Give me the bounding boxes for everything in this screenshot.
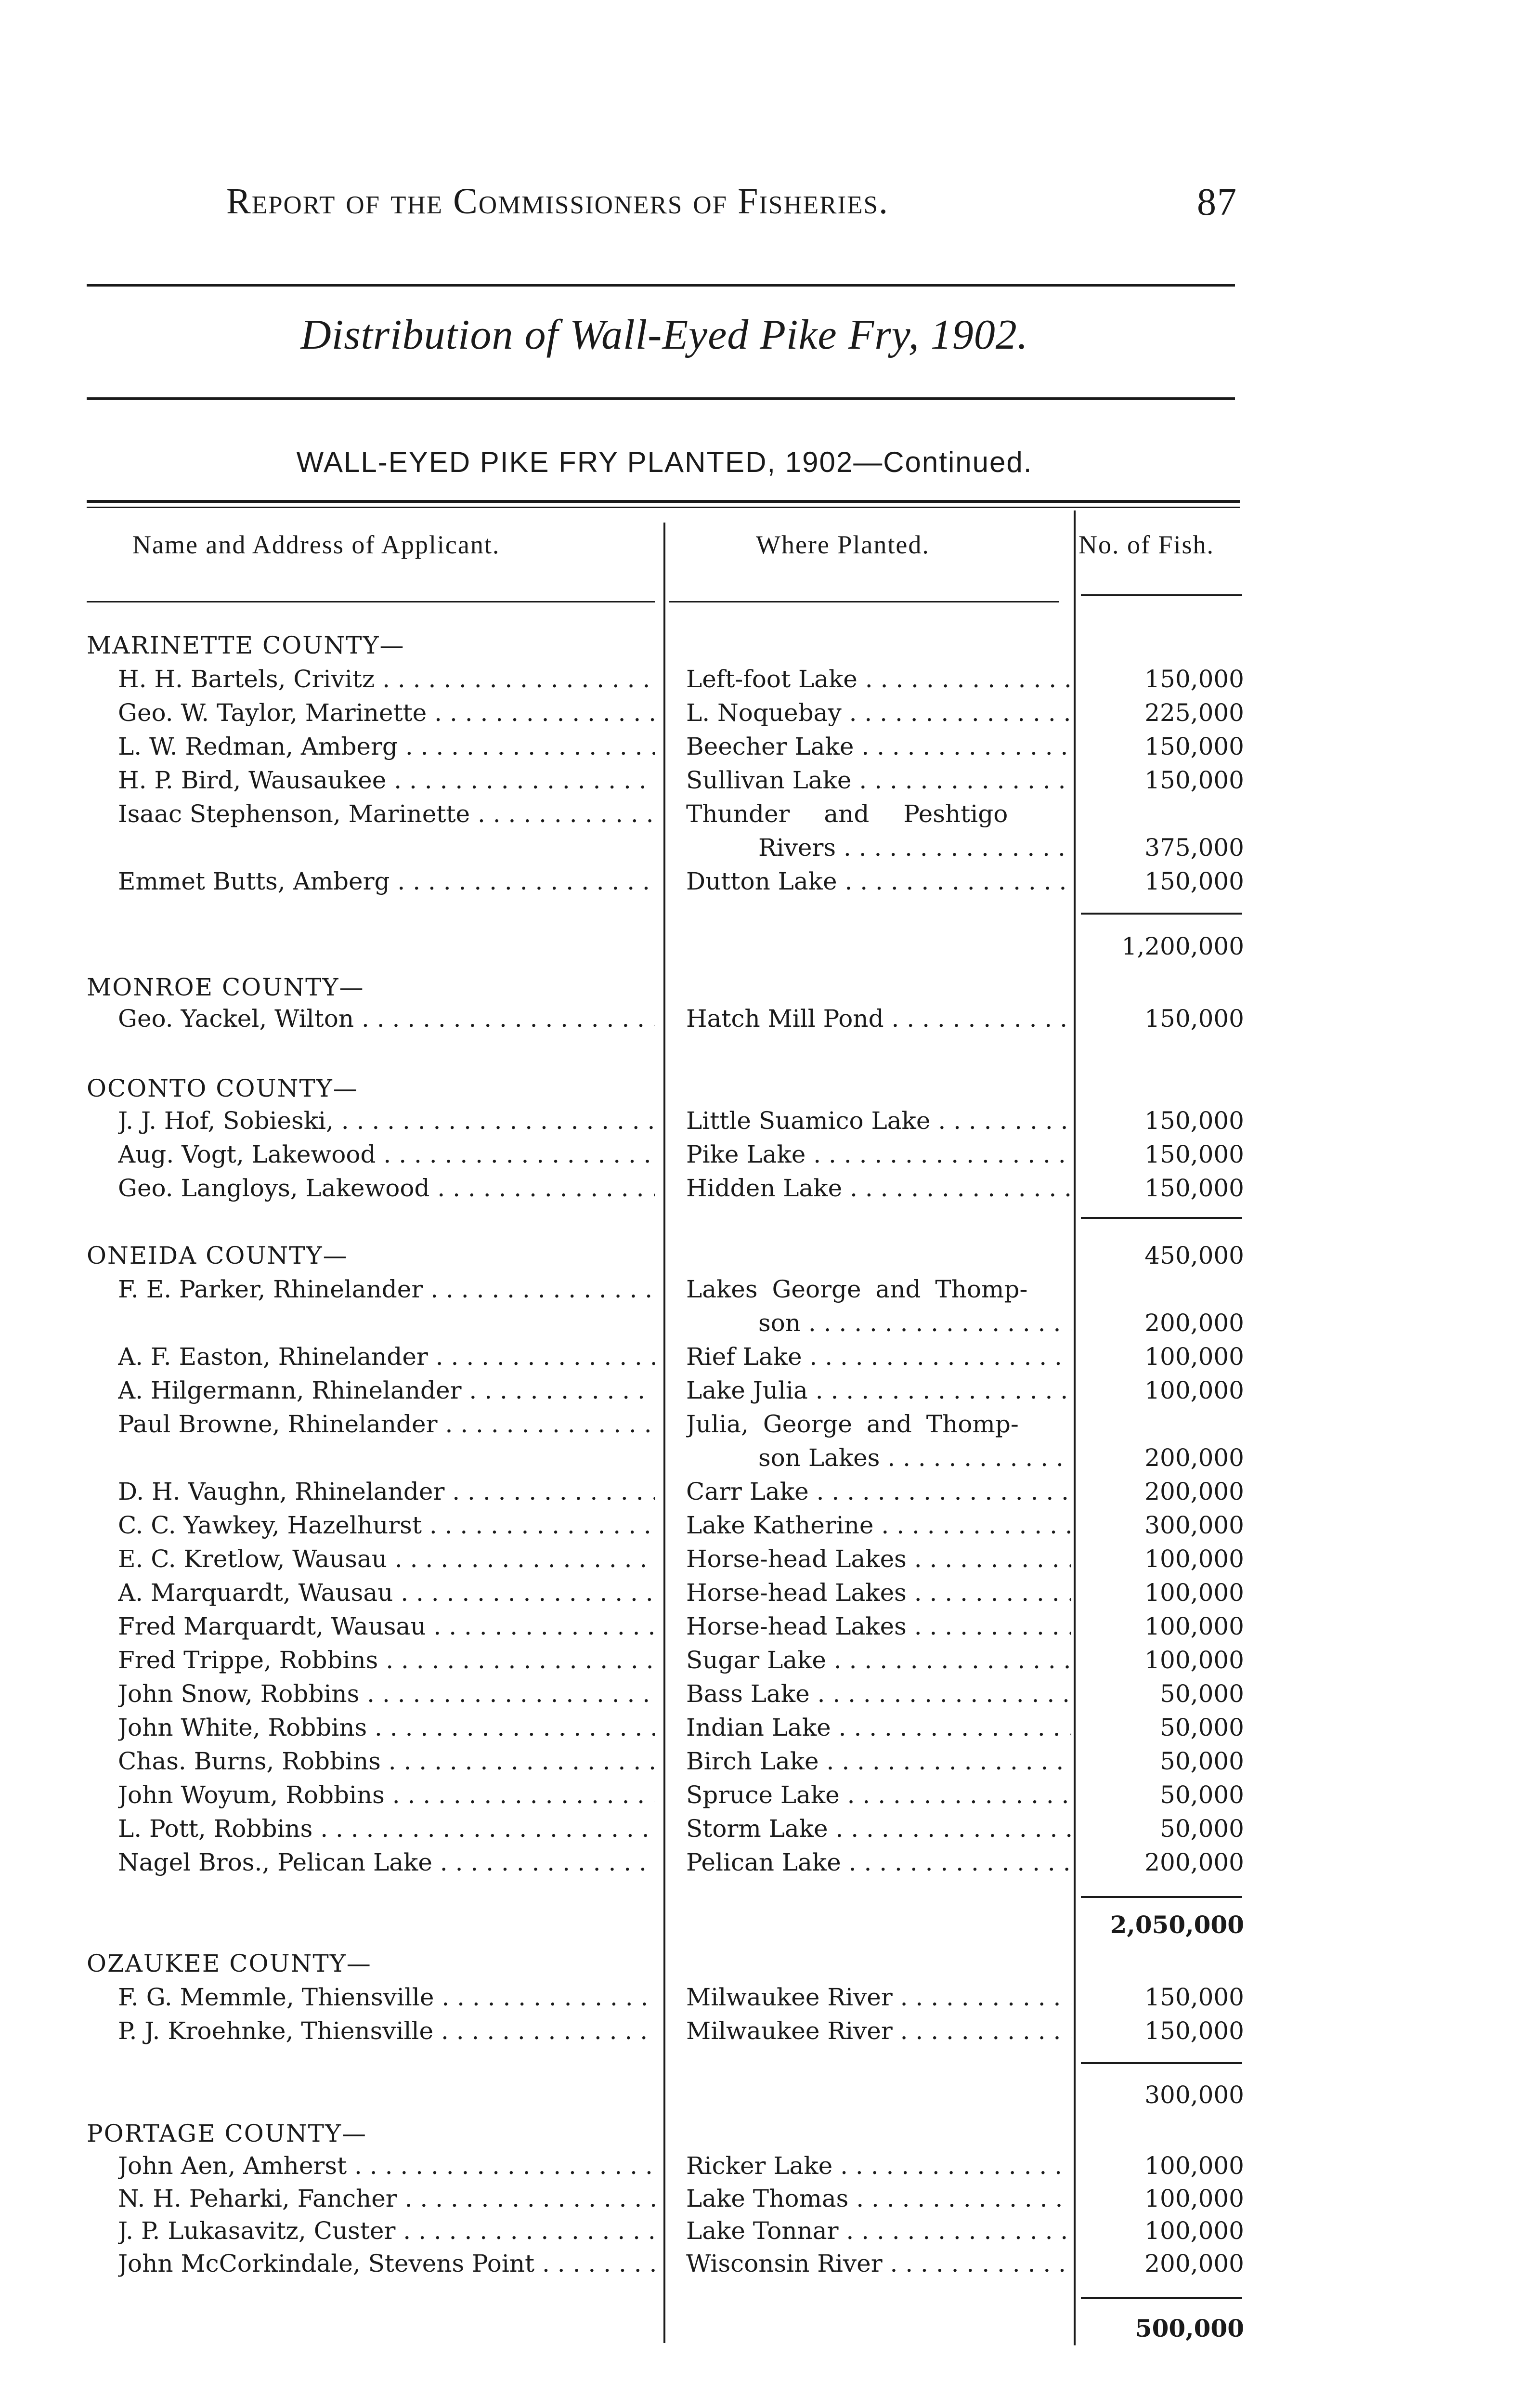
table-row: [0, 1744, 1533, 1778]
table-row: [0, 797, 1533, 831]
subtotal-rule: [1081, 1217, 1242, 1219]
county-total-row: [0, 2312, 1533, 2345]
county-heading: [0, 1239, 1533, 1272]
fish-cell: 375,000: [1144, 834, 1244, 862]
fish-cell: 150,000: [1144, 2017, 1244, 2045]
county-total-row: [0, 1908, 1533, 1942]
table-row: [0, 2247, 1533, 2280]
fish-cell: 150,000: [1144, 1005, 1244, 1033]
table-row: [0, 1845, 1533, 1879]
subtotal-rule: [1081, 1896, 1242, 1898]
where-cell: Spruce Lake . . .: [686, 1778, 1071, 1812]
applicant-cell: A. Marquardt, Wausau . . .: [118, 1576, 655, 1610]
table-row: [0, 763, 1533, 797]
where-cell: Ricker Lake . . .: [686, 2149, 1071, 2183]
applicant-cell: L. W. Redman, Amberg . . .: [118, 730, 655, 763]
running-title: Report of the Commissioners of Fisheries.: [226, 181, 889, 222]
applicant-cell: H. P. Bird, Wausaukee . . .: [118, 763, 655, 797]
table-row: [0, 1980, 1533, 2014]
subtotal-rule: [1081, 2062, 1242, 2064]
where-cell: Rief Lake . . .: [686, 1340, 1071, 1374]
where-cell: Lakes George and Thomp-: [686, 1275, 1028, 1303]
table-row: [0, 1778, 1533, 1812]
fish-cell: 300,000: [1144, 1511, 1244, 1539]
applicant-cell: A. F. Easton, Rhinelander . . .: [118, 1340, 655, 1374]
applicant-cell: N. H. Peharki, Fancher . . .: [118, 2182, 655, 2215]
where-cell: Lake Tonnar . . .: [686, 2214, 1071, 2248]
applicant-cell: C. C. Yawkey, Hazelhurst . . .: [118, 1508, 655, 1542]
column-header-where: Where Planted.: [756, 530, 930, 559]
fish-cell: 200,000: [1144, 1478, 1244, 1505]
running-head: [226, 181, 1237, 234]
applicant-cell: John Woyum, Robbins . . .: [118, 1778, 655, 1812]
table-row: [0, 2214, 1533, 2248]
where-cell: Hatch Mill Pond . . .: [686, 1002, 1071, 1035]
where-cell: Milwaukee River . . .: [686, 1980, 1071, 2014]
header-rule-bottom: [87, 397, 1235, 400]
fish-cell: 50,000: [1160, 1815, 1244, 1843]
fish-cell: 100,000: [1144, 2152, 1244, 2180]
table-row: [0, 696, 1533, 730]
applicant-cell: Paul Browne, Rhinelander . . .: [118, 1407, 655, 1441]
county-total-row: [0, 2078, 1533, 2112]
applicant-cell: Isaac Stephenson, Marinette . . .: [118, 797, 655, 831]
where-cell: Left-foot Lake . . .: [686, 662, 1071, 696]
table-row: [0, 1542, 1533, 1576]
applicant-cell: John Snow, Robbins . . .: [118, 1677, 655, 1711]
table-row-continuation: [0, 831, 1533, 864]
where-cell: Julia, George and Thomp-: [686, 1410, 1019, 1438]
applicant-cell: Geo. Yackel, Wilton . . .: [118, 1002, 655, 1035]
table-row: [0, 2182, 1533, 2215]
header-underline-applicant: [87, 601, 655, 602]
county-heading: [0, 2117, 1533, 2150]
fish-cell: 150,000: [1144, 1107, 1244, 1135]
where-cell: Horse-head Lakes . . .: [686, 1610, 1071, 1643]
fish-cell: 200,000: [1144, 1309, 1244, 1337]
table-row: [0, 1138, 1533, 1171]
where-cell: Birch Lake . . .: [686, 1744, 1071, 1778]
where-cell: Little Suamico Lake . . .: [686, 1104, 1071, 1138]
where-cell: Lake Julia . . .: [686, 1374, 1071, 1407]
table-row: [0, 1812, 1533, 1845]
where-cell-continuation: son . . .: [758, 1306, 1071, 1340]
where-cell: Bass Lake . . .: [686, 1677, 1071, 1711]
applicant-cell: Nagel Bros., Pelican Lake . . .: [118, 1845, 655, 1879]
table-caption: WALL-EYED PIKE FRY PLANTED, 1902—Continued.: [296, 446, 1033, 478]
county-name: MARINETTE COUNTY—: [87, 631, 405, 659]
applicant-cell: A. Hilgermann, Rhinelander . . .: [118, 1374, 655, 1407]
table-row: [0, 1171, 1533, 1205]
fish-cell: 100,000: [1144, 2185, 1244, 2212]
county-total: 300,000: [1144, 2081, 1244, 2109]
column-header-fish: No. of Fish.: [1078, 530, 1215, 559]
fish-cell: 50,000: [1160, 1714, 1244, 1741]
fish-cell: 150,000: [1144, 1140, 1244, 1168]
table-rule-top-2: [87, 507, 1240, 508]
where-cell: Sugar Lake . . .: [686, 1643, 1071, 1677]
table-row: [0, 1711, 1533, 1744]
where-cell: Storm Lake . . .: [686, 1812, 1071, 1845]
county-name: PORTAGE COUNTY—: [87, 2120, 367, 2147]
applicant-cell: John Aen, Amherst . . .: [118, 2149, 655, 2183]
table-row: [0, 730, 1533, 763]
fish-cell: 100,000: [1144, 1579, 1244, 1607]
table-row-continuation: [0, 1441, 1533, 1475]
applicant-cell: F. E. Parker, Rhinelander . . .: [118, 1272, 655, 1306]
applicant-cell: Aug. Vogt, Lakewood . . .: [118, 1138, 655, 1171]
county-name: OCONTO COUNTY—: [87, 1074, 358, 1102]
where-cell: Indian Lake . . .: [686, 1711, 1071, 1744]
fish-cell: 150,000: [1144, 1174, 1244, 1202]
where-cell: Wisconsin River . . .: [686, 2247, 1071, 2280]
table-row: [0, 1104, 1533, 1138]
county-heading: [0, 1072, 1533, 1105]
table-row: [0, 1677, 1533, 1711]
page-number: 87: [1197, 181, 1237, 223]
where-cell: Beecher Lake . . .: [686, 730, 1071, 763]
fish-cell: 200,000: [1144, 2250, 1244, 2277]
table-row: [0, 1374, 1533, 1407]
where-cell: Thunder and Peshtigo: [686, 800, 1008, 828]
applicant-cell: Fred Marquardt, Wausau . . .: [118, 1610, 655, 1643]
table-row: [0, 1475, 1533, 1508]
where-cell: Lake Katherine . . .: [686, 1508, 1071, 1542]
where-cell: Hidden Lake . . .: [686, 1171, 1071, 1205]
header-underline-where: [669, 601, 1059, 602]
county-heading: [0, 628, 1533, 662]
where-cell: Dutton Lake . . .: [686, 864, 1071, 898]
applicant-cell: Emmet Butts, Amberg . . .: [118, 864, 655, 898]
table-row: [0, 1272, 1533, 1306]
where-cell-continuation: son Lakes . . .: [758, 1441, 1071, 1475]
table-row: [0, 1407, 1533, 1441]
fish-cell: 200,000: [1144, 1444, 1244, 1472]
table-row: [0, 1002, 1533, 1035]
fish-cell: 200,000: [1144, 1848, 1244, 1876]
county-heading: [0, 970, 1533, 1004]
subtotal-rule: [1081, 2297, 1242, 2299]
where-cell-continuation: Rivers . . .: [758, 831, 1071, 864]
applicant-cell: John McCorkindale, Stevens Point . . .: [118, 2247, 655, 2280]
table-row: [0, 2014, 1533, 2048]
table-row: [0, 1508, 1533, 1542]
applicant-cell: F. G. Memmle, Thiensville . . .: [118, 1980, 655, 2014]
applicant-cell: Geo. W. Taylor, Marinette . . .: [118, 696, 655, 730]
county-total: 500,000: [1135, 2314, 1244, 2343]
county-total: 2,050,000: [1110, 1911, 1244, 1939]
applicant-cell: Geo. Langloys, Lakewood . . .: [118, 1171, 655, 1205]
applicant-cell: P. J. Kroehnke, Thiensville . . .: [118, 2014, 655, 2048]
where-cell: Lake Thomas . . .: [686, 2182, 1071, 2215]
applicant-cell: Chas. Burns, Robbins . . .: [118, 1744, 655, 1778]
fish-cell: 100,000: [1144, 2217, 1244, 2245]
where-cell: Horse-head Lakes . . .: [686, 1542, 1071, 1576]
applicant-cell: Fred Trippe, Robbins . . .: [118, 1643, 655, 1677]
applicant-cell: D. H. Vaughn, Rhinelander . . .: [118, 1475, 655, 1508]
fish-cell: 150,000: [1144, 1983, 1244, 2011]
county-name: ONEIDA COUNTY—: [87, 1242, 348, 1269]
fish-cell: 100,000: [1144, 1545, 1244, 1573]
table-row: [0, 2149, 1533, 2183]
fish-cell: 150,000: [1144, 665, 1244, 693]
applicant-cell: J. J. Hof, Sobieski, . . .: [118, 1104, 655, 1138]
table-row: [0, 864, 1533, 898]
where-cell: Carr Lake . . .: [686, 1475, 1071, 1508]
subtotal-rule: [1081, 913, 1242, 915]
applicant-cell: L. Pott, Robbins . . .: [118, 1812, 655, 1845]
county-total-row: [0, 929, 1533, 963]
table-row: [0, 662, 1533, 696]
table-row-continuation: [0, 1306, 1533, 1340]
county-name: OZAUKEE COUNTY—: [87, 1950, 372, 1977]
fish-cell: 225,000: [1144, 699, 1244, 727]
fish-cell: 50,000: [1160, 1781, 1244, 1809]
table-rule-top-1: [87, 500, 1240, 503]
header-rule-top: [87, 284, 1235, 287]
fish-cell: 100,000: [1144, 1612, 1244, 1640]
fish-cell: 100,000: [1144, 1376, 1244, 1404]
applicant-cell: John White, Robbins . . .: [118, 1711, 655, 1744]
where-cell: L. Noquebay . . .: [686, 696, 1071, 730]
fish-cell: 50,000: [1160, 1747, 1244, 1775]
fish-cell: 50,000: [1160, 1680, 1244, 1708]
applicant-cell: H. H. Bartels, Crivitz . . .: [118, 662, 655, 696]
applicant-cell: J. P. Lukasavitz, Custer . . .: [118, 2214, 655, 2248]
table-row: [0, 1610, 1533, 1643]
column-header-applicant: Name and Address of Applicant.: [132, 530, 500, 559]
header-underline-fish: [1081, 594, 1242, 596]
where-cell: Pike Lake . . .: [686, 1138, 1071, 1171]
county-heading: [0, 1947, 1533, 1980]
fish-cell: 150,000: [1144, 867, 1244, 895]
where-cell: Horse-head Lakes . . .: [686, 1576, 1071, 1610]
fish-cell: 150,000: [1144, 733, 1244, 760]
section-title: Distribution of Wall-Eyed Pike Fry, 1902.: [300, 312, 1028, 358]
county-total: 450,000: [1144, 1242, 1244, 1269]
applicant-cell: E. C. Kretlow, Wausau . . .: [118, 1542, 655, 1576]
where-cell: Sullivan Lake . . .: [686, 763, 1071, 797]
county-total: 1,200,000: [1121, 932, 1244, 960]
table-row: [0, 1340, 1533, 1374]
where-cell: Milwaukee River . . .: [686, 2014, 1071, 2048]
fish-cell: 150,000: [1144, 766, 1244, 794]
county-name: MONROE COUNTY—: [87, 973, 364, 1001]
fish-cell: 100,000: [1144, 1646, 1244, 1674]
fish-cell: 100,000: [1144, 1343, 1244, 1371]
where-cell: Pelican Lake . . .: [686, 1845, 1071, 1879]
table-row: [0, 1643, 1533, 1677]
table-row: [0, 1576, 1533, 1610]
